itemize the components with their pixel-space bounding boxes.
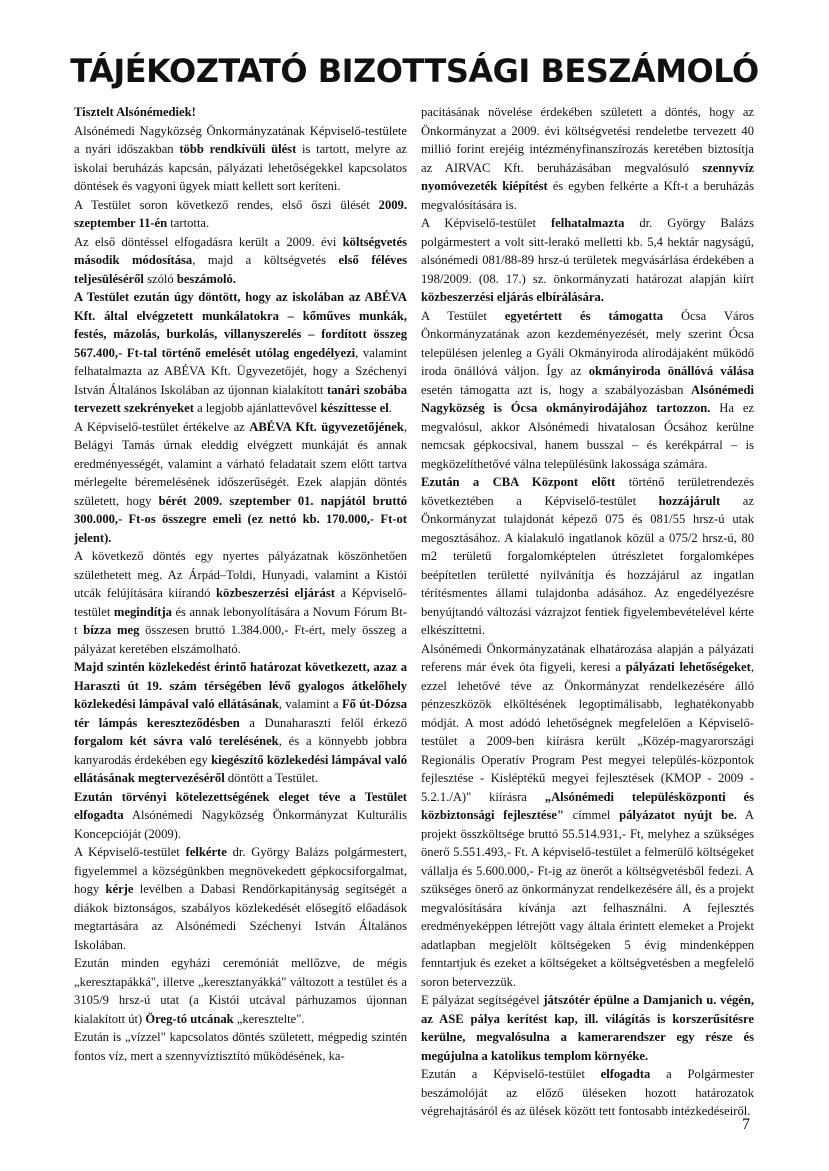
paragraph-text: a legjobb ajánlattevővel <box>193 401 321 415</box>
article-paragraph <box>421 640 754 992</box>
paragraph-text: A következő döntés egy nyertes pályázatnak köszönhetően születhetett meg. Az Árpád–Toldi, Hunyadi, valamint a Kistói utcák felújítására kiírandó <box>74 549 407 600</box>
paragraph-text: A projekt összköltsége bruttó 55.514.931,- Ft, melyhez a szükséges önerő 5.551.493,- Ft. A képviselő-testület a felmerülő költségeket vállalja és 5.600.000,- Ft-ig az önerőt a költségvetésből fedezi. A szükséges önerő az önkormányzat rendelkezésére áll, és a projekt megvalósítására kívánja azt felhasználni. A fejlesztés eredményeképpen létrejött vagy általa érintett elemeket a Projekt adatlapban megjelölt költségeken 5 évig mindenképpen fenntartjuk és ezeket a költségeket a költségvetésben a megfelelő soron betervezzük. <box>421 808 754 989</box>
bold-text: szennyvíz nyomóvezeték kiépítést <box>421 160 754 193</box>
article-paragraph <box>74 418 407 548</box>
article-paragraph <box>74 288 407 418</box>
bold-text: beszámoló. <box>176 271 236 286</box>
bold-text: pályázati lehetőségeket <box>625 660 751 674</box>
paragraph-text: Ócsa Város Önkormányzatának azon kezdeményezését, mely szerint Ócsa településen jelenleg a Gyáli Okmányiroda alirodájaként működő iroda önállóvá váljon. Így az <box>421 308 754 378</box>
article-paragraph <box>74 547 407 658</box>
bold-text: több rendkívüli ülést <box>179 142 297 156</box>
bold-text: „Alsónémedi településközponti és közbiztonsági fejlesztése" <box>421 789 755 822</box>
paragraph-text: Alsónémedi Nagyközség Önkormányzatának Képviselő-testülete a nyári időszakban <box>74 123 407 156</box>
paragraph-text: szóló <box>143 271 177 286</box>
left-column <box>74 103 407 1065</box>
paragraph-text: Ezután a Képviselő-testület <box>421 1067 601 1081</box>
bold-text: Ezután a CBA Központ előtt <box>421 475 616 489</box>
article-paragraph <box>74 1028 407 1065</box>
bold-text: játszótér épülne a Damjanich u. végén, az ASE pálya kerítést kap, ill. világítás is korszerűsítésre kerülne, megvalósulna a kamerarendszer egy része és megújulna a katolikus templom környéke. <box>421 993 754 1063</box>
bold-text: pályázatot nyújt be. <box>619 808 737 822</box>
paragraph-text: történő területrendezés következtében a Képviselő-testület <box>421 475 754 508</box>
paragraph-text: A Képviselő-testület <box>74 845 186 859</box>
article-paragraph <box>421 214 754 307</box>
paragraph-text: dr. György Balázs polgármestert a volt sitt-lerakó melletti kb. 5,4 hektár nagyságú, alsónémedi 081/88-89 hrsz-ú területek megvásárlása érdekében a 198/2009. (08. 17.) sz. önkormányzati határozat alapján kiírt <box>421 216 754 286</box>
paragraph-text: , Belágyi Tamás úrnak eleddig elvégzett munkáját és annak eredményességét, valamint a várható feladatait szem előtt tartva mérlegelte béremelésének időszerűségét. Ezek alapján döntés született, hogy <box>74 419 407 508</box>
bold-text: megindítja <box>113 604 172 619</box>
paragraph-text: pacitásának növelése érdekében született a döntés, hogy az Önkormányzat a 2009. évi költségvetési rendeletbe tervezett 40 millió forint erejéig intézményfinanszírozás keretében biztosítja az AIRVAC Kft. beruházásában megvalósuló <box>421 105 754 175</box>
article-paragraph <box>421 307 754 474</box>
bold-text: tanári szobába tervezett szekrényeket <box>74 382 408 415</box>
bold-text: bízza meg <box>83 623 140 637</box>
bold-text: Tisztelt Alsónémediek! <box>74 105 196 119</box>
paragraph-text: Ezután minden egyházi ceremóniát mellőzve, de mégis „keresztapákká", illetve „keresztanyákká" változott a testület és a 3105/9 hrsz-ú utat (a Kistói utcával párhuzamos újonnan kialakított út) <box>74 956 407 1026</box>
page-number: 7 <box>742 1116 750 1133</box>
bold-text: Alsónémedi Nagyközség is Ócsa okmányirodájához tartozzon. <box>421 382 754 415</box>
right-column <box>421 103 754 1121</box>
paragraph-text: , valamint a <box>278 697 342 711</box>
paragraph-text: a Dunaharaszti felől érkező <box>239 715 407 730</box>
bold-text: közbeszerzési eljárást <box>216 586 335 600</box>
page-title: TÁJÉKOZTATÓ BIZOTTSÁGI BESZÁMOLÓ <box>70 52 759 90</box>
bold-text: okmányiroda önállóvá válása <box>588 364 754 378</box>
article-paragraph <box>74 103 407 122</box>
article-paragraph <box>421 473 754 640</box>
article-paragraph <box>74 233 407 289</box>
paragraph-text: esetén támogatta azt is, hogy a szabályozásban <box>421 382 692 397</box>
bold-text: 2009. szeptember 11-én <box>74 197 407 230</box>
paragraph-text: Ha ez megvalósul, akkor Alsónémedi hivatalosan Ócsához kerülne nemcsak gépkocsival, hanem busszal – és kerékpárral – is megközelíthetővé válna településünk lakossága számára. <box>421 401 754 471</box>
bold-text: Fő út-Dózsa tér lámpás kereszteződésben <box>74 697 407 730</box>
paragraph-text: az Önkormányzat tulajdonát képező 075 és 081/55 hrsz-ú utak megosztásához. A kialakuló ingatlanok közül a 075/2 hrsz-ú, 80 m2 területű forgalomképtelen útrészletet forgalomképes beépítetlen területté nyilvánítja és hozzájárul az ingatlan térítésmentes állami tulajdonba adásához. Az engedélyezésre benyújtandó változási vázrajzot fentiek figyelembevételével kérte elkészíttetni. <box>421 493 754 637</box>
paragraph-text: és egyben felkérte a Kft-t a beruházás megvalósítására is. <box>421 179 754 212</box>
bold-text: Ezután törvényi kötelezettségének eleget téve a Testület elfogadta <box>74 789 407 822</box>
paragraph-text: , valamint felhatalmazta az ABÉVA Kft. Ügyvezetőjét, hogy a Széchenyi István Általános Iskolában az újonnan kialakított <box>74 345 408 397</box>
bold-text: hozzájárult <box>658 493 721 508</box>
article-paragraph <box>74 196 407 233</box>
bold-text: bérét 2009. szeptember 01. napjától bruttó 300.000,- Ft-os összegre emeli (ez nettó kb. 170.000,- Ft-ot jelent). <box>74 493 407 545</box>
article-paragraph <box>421 103 754 214</box>
paragraph-text: Ezután is „vízzel" kapcsolatos döntés született, mégpedig szintén fontos víz, mert a szennyvíztisztító működésének, ka- <box>74 1030 407 1063</box>
article-paragraph <box>74 954 407 1028</box>
paragraph-text: Alsónémedi Önkormányzatának elhatározása alapján a pályázati referens már évek óta figyeli, keresi a <box>421 641 754 674</box>
bold-text: forgalom két sávra való terelésének <box>74 734 279 748</box>
bold-text: elfogadta <box>600 1067 651 1081</box>
bold-text: Öreg-tó utcának <box>145 1011 234 1026</box>
paragraph-text: , és a könnyebb jobbra kanyarodás érdekében egy <box>74 734 407 767</box>
bold-text: költségvetés második módosítása <box>74 234 407 267</box>
bold-text: A Testület ezután úgy döntött, hogy az iskolában az ABÉVA Kft. által elvégzetett munkálatokra – kőműves munkák, festés, mázolás, burkolás, villanyszerelés – fordított összeg 567.400,- Ft-tal történő emelését utólag engedélyezi <box>74 290 407 360</box>
paragraph-text: . <box>388 401 392 415</box>
bold-text: ABÉVA Kft. ügyvezetőjének <box>249 419 404 434</box>
paragraph-text: a Képviselő-testület <box>74 586 407 619</box>
paragraph-text: döntött a Testület. <box>224 771 319 785</box>
paragraph-text: , ezzel lehetővé téve az Önkormányzat rendelkezésére álló pénzeszközök elköltésének legoptimálisabb, leghatékonyabb módját. A most adódó lehetőségnek megfelelően a Képviselő-testület a 2009-ben kiírásra került „Közép-magyarországi Regionális Operatív Program Pest megyei település-központok fejlesztése - Kisléptékű megyei fejlesztések (KMOP - 2009 - 5.2.1./A)" kiírásra <box>421 660 754 804</box>
article-paragraph <box>74 658 407 788</box>
article-paragraph <box>421 991 754 1065</box>
paragraph-text: A Képviselő-testület <box>421 216 551 230</box>
bold-text: kérje <box>105 882 134 896</box>
paragraph-text: A Képviselő-testület értékelve az <box>74 419 250 434</box>
paragraph-text: összesen bruttó 1.384.000,- Ft-ért, mely összeg a pályázat keretében elszámolható. <box>74 623 407 656</box>
paragraph-text: levélben a Dabasi Rendőrkapitányság segítségét a diákok biztonságos, szabályos közlekedését elősegítő előadások megtartására az Alsónémedi Széchenyi István Általános Iskolában. <box>74 882 407 952</box>
paragraph-text: A Testület soron következő rendes, első őszi ülését <box>74 197 379 212</box>
article-paragraph <box>74 843 407 954</box>
bold-text: készíttesse el <box>320 401 389 415</box>
paragraph-text: dr. György Balázs polgármestert, figyelemmel a községünkben megnövekedett gépkocsiforgalmat, hogy <box>74 845 408 896</box>
bold-text: Majd szintén közlekedést érintő határozat következett, azaz a Haraszti út 19. szám térségében lévő gyalogos átkelőhely közlekedési lámpával való ellátásának <box>74 660 407 711</box>
paragraph-text: E pályázat segítségével <box>421 993 544 1007</box>
article-paragraph <box>421 1065 754 1121</box>
paragraph-text: és annak lebonyolítására a Novum Fórum Bt-t <box>74 604 407 637</box>
paragraph-text: A Testület <box>421 308 505 323</box>
article-paragraph <box>74 122 407 196</box>
paragraph-text: tartotta. <box>167 216 210 230</box>
bold-text: egyetértett és támogatta <box>504 308 664 323</box>
paragraph-text: a Polgármester beszámolóját az előző üléseken hozott határozatok végrehajtásáról és az ülések között tett fontosabb intézkedéseiről. <box>421 1067 754 1118</box>
paragraph-text: „keresztelte". <box>233 1011 305 1026</box>
paragraph-text: Alsónémedi Nagyközség Önkormányzat Kulturális Koncepcióját (2009). <box>74 808 407 841</box>
article-paragraph <box>74 788 407 844</box>
bold-text: első féléves teljesüléséről <box>74 253 407 286</box>
bold-text: közbeszerzési eljárás elbírálására. <box>421 290 604 304</box>
bold-text: kiegészítő közlekedési lámpával való ellátásának megtervezéséről <box>74 752 408 785</box>
paragraph-text: címmel <box>563 808 620 822</box>
paragraph-text: is tartott, melyre az iskolai beruházás kapcsán, pályázati lehetőségekkel kapcsolatos döntések és vagyoni ügyek miatt kellett sort keríteni. <box>74 142 407 193</box>
paragraph-text: , majd a költségvetés <box>192 253 339 267</box>
bold-text: felhatalmazta <box>550 216 625 230</box>
paragraph-text: Az első döntéssel elfogadásra került a 2009. évi <box>74 234 343 249</box>
bold-text: felkérte <box>185 845 227 859</box>
